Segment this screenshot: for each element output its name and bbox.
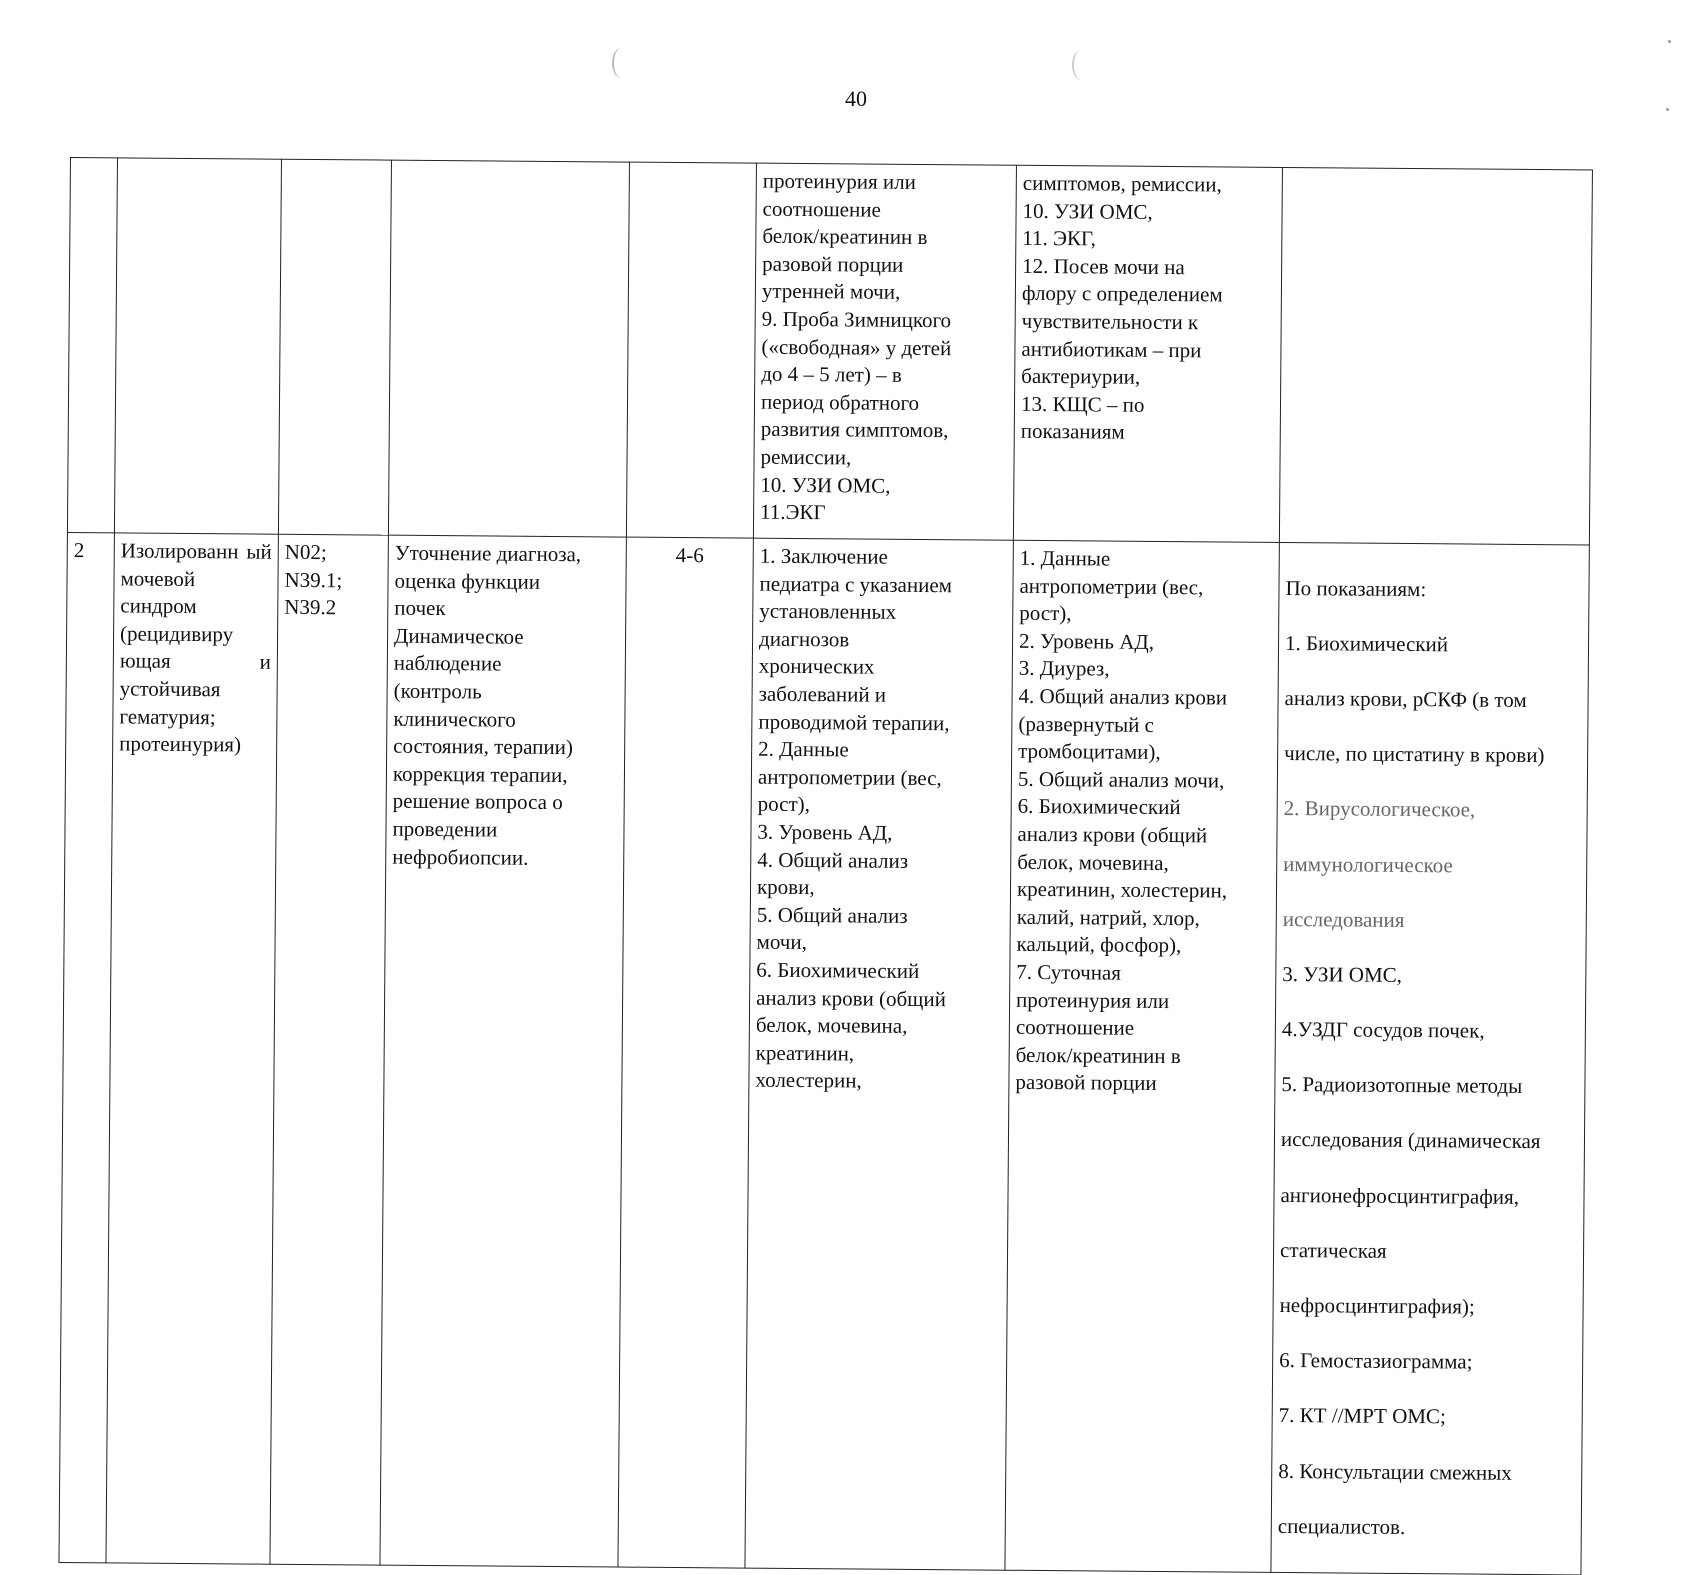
- cell-observation-list: симптомов, ремиссии, 10. УЗИ ОМС, 11. ЭКГ, 12. Посев мочи на флору с определением чувствительности к антибиотикам – при бактериурии, 13. КЩС – по показаниям: [1013, 165, 1282, 542]
- cell-number: [67, 158, 117, 533]
- indication-line: 3. УЗИ ОМС,: [1282, 961, 1403, 987]
- indication-line: анализ крови, рСКФ (в том: [1284, 685, 1527, 712]
- cell-goal: Уточнение диагноза, оценка функции почек Динамическое наблюдение (контроль клинического состояния, терапии) коррекция терапии, решение вопроса о проведении нефробиопсии.: [380, 535, 626, 1567]
- table-row-continuation: [67, 158, 1592, 545]
- cell-mandatory-list: протеинурия или соотношение белок/креатинин в разовой порции утренней мочи, 9. Проба Зимницкого («свободная» у детей до 4 – 5 лет) – в период обратного развития симптомов, ремиссии, 10. УЗИ ОМС, 11.ЭКГ: [753, 163, 1016, 540]
- scan-speck: [1666, 108, 1669, 111]
- cell-codes: N02; N39.1; N39.2: [270, 534, 388, 1565]
- indication-line: исследования (динамическая: [1280, 1127, 1541, 1154]
- indication-line: нефросцинтиграфия);: [1279, 1292, 1475, 1319]
- cell-nosology: Изолированн ый мочевой синдром (рецидивиру ющая и устойчивая гематурия; протеинурия): [106, 533, 278, 1564]
- cell-codes: [278, 159, 391, 535]
- indication-line: иммунологическое: [1283, 851, 1453, 877]
- indication-line: 2. Вирусологическое,: [1283, 796, 1476, 822]
- indication-line: 7. КТ //МРТ ОМС;: [1278, 1403, 1446, 1429]
- indication-line: исследования: [1282, 906, 1405, 932]
- indication-line: специалистов.: [1277, 1513, 1406, 1539]
- scan-speck: [1668, 40, 1671, 43]
- cell-indication-list: [1271, 542, 1589, 1574]
- cell-number: 2: [59, 532, 114, 1562]
- indication-line: 4.УЗДГ сосудов почек,: [1281, 1017, 1485, 1043]
- table-row-2: [59, 532, 1589, 1574]
- indication-line: 8. Консультации смежных: [1278, 1458, 1512, 1485]
- indication-line: 6. Гемостазиограмма;: [1279, 1348, 1473, 1374]
- scan-mark-left: [612, 48, 630, 78]
- cell-observation-list: 1. Данные антропометрии (вес, рост), 2. Уровень АД, 3. Диурез, 4. Общий анализ крови (развернутый с тромбоцитами), 5. Общий анализ мочи, 6. Биохимический анализ крови (общий белок, мочевина, креатинин, холестерин, калий, натрий, хлор, кальций, фосфор), 7. Суточная протеинурия или соотношение белок/креатинин в разовой порции: [1005, 540, 1279, 1572]
- cell-goal: [388, 160, 629, 537]
- cell-mandatory-list: 1. Заключение педиатра с указанием установленных диагнозов хронических заболеваний и проводимой терапии, 2. Данные антропометрии (вес, рост), 3. Уровень АД, 4. Общий анализ крови, 5. Общий анализ мочи, 6. Биохимический анализ крови (общий белок, мочевина, креатинин, холестерин,: [745, 538, 1013, 1570]
- cell-frequency: 4-6: [618, 537, 753, 1568]
- indication-line: ангионефросцинтиграфия,: [1280, 1182, 1520, 1209]
- scan-mark-right: [1072, 50, 1090, 80]
- document-table: [58, 157, 1592, 1575]
- indication-line: По показаниям:: [1285, 575, 1427, 601]
- cell-nosology: [114, 158, 281, 534]
- indication-line: 1. Биохимический: [1284, 630, 1449, 657]
- indication-line: 5. Радиоизотопные методы: [1281, 1072, 1523, 1099]
- indication-line: статическая: [1279, 1237, 1387, 1263]
- cell-indication-list: [1279, 167, 1592, 545]
- indication-line: числе, по цистатину в крови): [1284, 741, 1545, 768]
- page-number: 40: [845, 86, 867, 111]
- cell-frequency: [626, 162, 756, 538]
